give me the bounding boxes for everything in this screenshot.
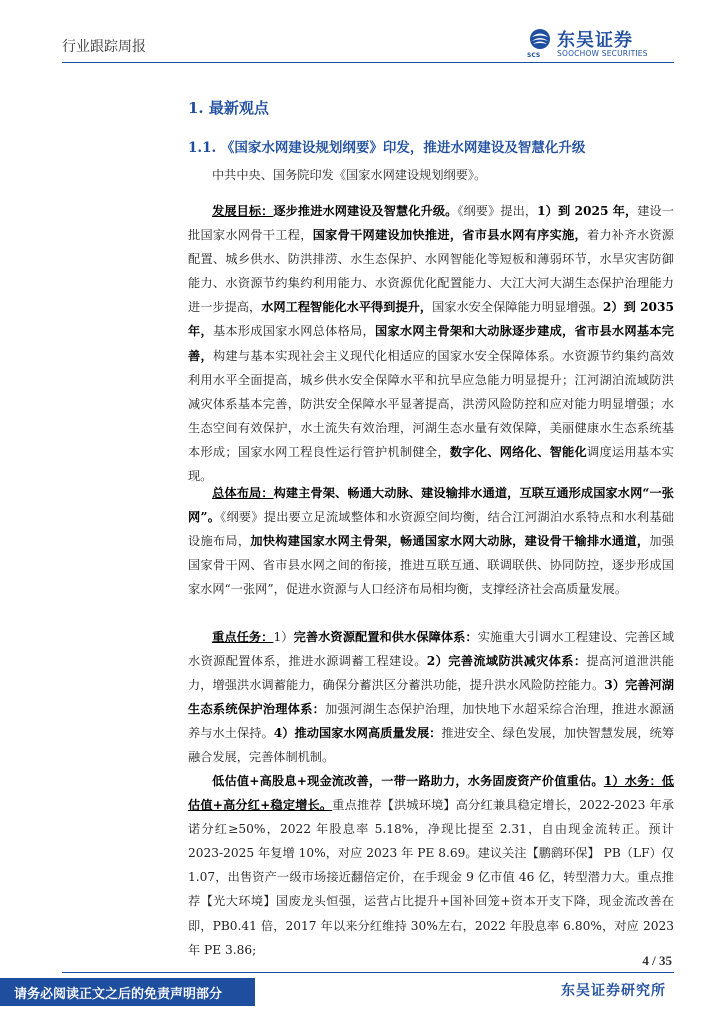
text-run: 数字化、网络化、智能化 bbox=[449, 444, 587, 459]
text-run: 4）推动国家水网高质量发展： bbox=[273, 726, 442, 741]
text-run: 提高河道泄洪能力，增强洪水调蓄能力，确保分蓄洪区分蓄洪功能，提升洪水风险防控能力。 bbox=[188, 654, 675, 693]
page-number: 4 / 35 bbox=[642, 953, 672, 968]
text-run: 重点推荐【洪城环境】高分红兼具稳定增长，2022-2023 年承诺分红≥50%，2022 年股息率 5.18%，净现比提至 2.31，自由现金流转正。预计 2023-2025 年复增 10%，对应 2023 年 PE 8.69。建议关注【鹏鹞环保】 PB（LF）仅 1.07，出售资产一级市场接近翻倍定价，在手现金 9 亿市值 46 亿，转型潜力大。重点推荐【光大环境】国废龙头恒强，运营占比提升+国补回笼+资本开支下降，现金流改善在即，PB0.41 倍，2017 年以来分红维持 30%左右，2022 年股息率 6.80%，对应 2023 年 PE 3.86; bbox=[188, 798, 674, 957]
text-run: 加快构建国家水网主骨架，畅通国家水网大动脉，建设骨干输排水通道， bbox=[250, 534, 650, 549]
text-run: 国家骨干网建设加快推进，省市县水网有序实施， bbox=[312, 228, 587, 243]
text-run: 推进安全、绿色发展，加快智慧发展，统筹融合发展，完善体制机制。 bbox=[188, 726, 675, 765]
text-run: 1）水务：低估值+高分红+稳定增长。 bbox=[188, 774, 674, 813]
text-run: 中共中央、国务院印发《国家水网建设规划纲要》。 bbox=[212, 168, 487, 182]
text-run: 实施重大引调水工程建设、完善区域水资源配置体系，推进水源调蓄工程建设。 bbox=[188, 630, 675, 669]
text-run: 基本形成国家水网总体格局， bbox=[212, 324, 376, 339]
logo-cn: 东吴证券 bbox=[557, 30, 633, 51]
text-run: 重点任务： bbox=[212, 630, 274, 644]
text-run: 着力补齐水资源配置、城乡供水、防洪排涝、水生态保护、水网智能化等短板和薄弱环节，水旱灾害防御能力、水资源节约集约利用能力、水资源优化配置能力、大江大河大湖生态保护治理能力进一步提高， bbox=[188, 228, 674, 315]
text-run: 完善水资源配置和供水保障体系： bbox=[293, 630, 478, 644]
text-run: 逐步推进水网建设及智慧化升级。 bbox=[273, 204, 458, 218]
text-run: 1）到 2025 年， bbox=[537, 204, 638, 218]
logo-mark-text: SCS bbox=[527, 52, 541, 59]
paragraph-layout bbox=[188, 481, 674, 601]
text-run: 《纲要》提出， bbox=[457, 204, 538, 218]
text-run: 水网工程智能化水平得到提升， bbox=[261, 300, 433, 315]
disclaimer-banner bbox=[0, 978, 255, 1006]
text-run: 总体布局： bbox=[212, 486, 274, 500]
footer-divider bbox=[62, 972, 674, 973]
text-run: 加强国家骨干网、省市县水网之间的衔接，推进互联互通、联调联供、协同防控，逐步形成国家水网“一张网”，促进水资源与人口经济布局相均衡，支撑经济社会高质量发展。 bbox=[188, 534, 674, 597]
text-run: 构建与基本实现社会主义现代化相适应的国家水安全保障体系。水资源节约集约高效利用水平全面提高，城乡供水安全保障水平和抗旱应急能力明显提升；江河湖泊流域防洪减灾体系基本完善，防洪安全保障水平显著提高，洪涝风险防控和应对能力明显增强；水生态空间有效保护，水土流失有效治理，河湖生态水量有效保障，美丽健康水生态系统基本形成；国家水网工程良性运行管护机制健全， bbox=[188, 348, 674, 459]
text-run: 调度运用基本实现。 bbox=[188, 444, 674, 484]
text-run: 2）完善流域防洪减灾体系： bbox=[426, 654, 587, 669]
text-run: 3）完善河湖生态系统保护治理体系： bbox=[188, 678, 674, 717]
section-heading: 1. 最新观点 bbox=[188, 99, 269, 117]
subsection-heading: 1.1. 《国家水网建设规划纲要》印发，推进水网建设及智慧化升级 bbox=[188, 140, 586, 156]
footer-org: 东吴证券研究所 bbox=[561, 983, 666, 999]
text-run: 《纲要》提出要立足流域整体和水资源空间均衡，结合江河湖泊水系特点和水利基础设施布局， bbox=[188, 510, 674, 549]
paragraph-intro bbox=[188, 163, 674, 187]
text-run: 国家水安全保障能力明显增强。 bbox=[432, 300, 603, 315]
text-run: 国家水网主骨架和大动脉逐步建成，省市县水网基本完善， bbox=[188, 324, 674, 363]
logo-en: SOOCHOW SECURITIES bbox=[557, 49, 648, 58]
text-run: 建设一批国家水网骨干工程， bbox=[188, 204, 675, 243]
text-run: 构建主骨架、畅通大动脉、建设输排水通道，互联互通形成国家水网“一张网”。 bbox=[188, 486, 674, 525]
header-divider bbox=[62, 62, 674, 63]
paragraph-goals bbox=[188, 199, 674, 488]
brand-logo bbox=[527, 28, 677, 60]
text-run: 2）到 2035 年， bbox=[188, 300, 674, 339]
text-run: 低估值+高股息+现金流改善，一带一路助力，水务固废资产价值重估。 bbox=[212, 774, 604, 788]
report-type: 行业跟踪周报 bbox=[62, 39, 146, 55]
disclaimer-text: 请务必阅读正文之后的免责声明部分 bbox=[14, 987, 223, 1002]
logo-mark-icon bbox=[527, 28, 553, 54]
text-run: 1） bbox=[273, 630, 294, 644]
paragraph-valuation bbox=[188, 769, 674, 962]
text-run: 加强河湖生态保护治理，加快地下水超采综合治理，推进水源涵养与水土保持。 bbox=[188, 702, 674, 741]
text-run: 发展目标： bbox=[212, 204, 274, 218]
paragraph-tasks bbox=[188, 625, 674, 770]
